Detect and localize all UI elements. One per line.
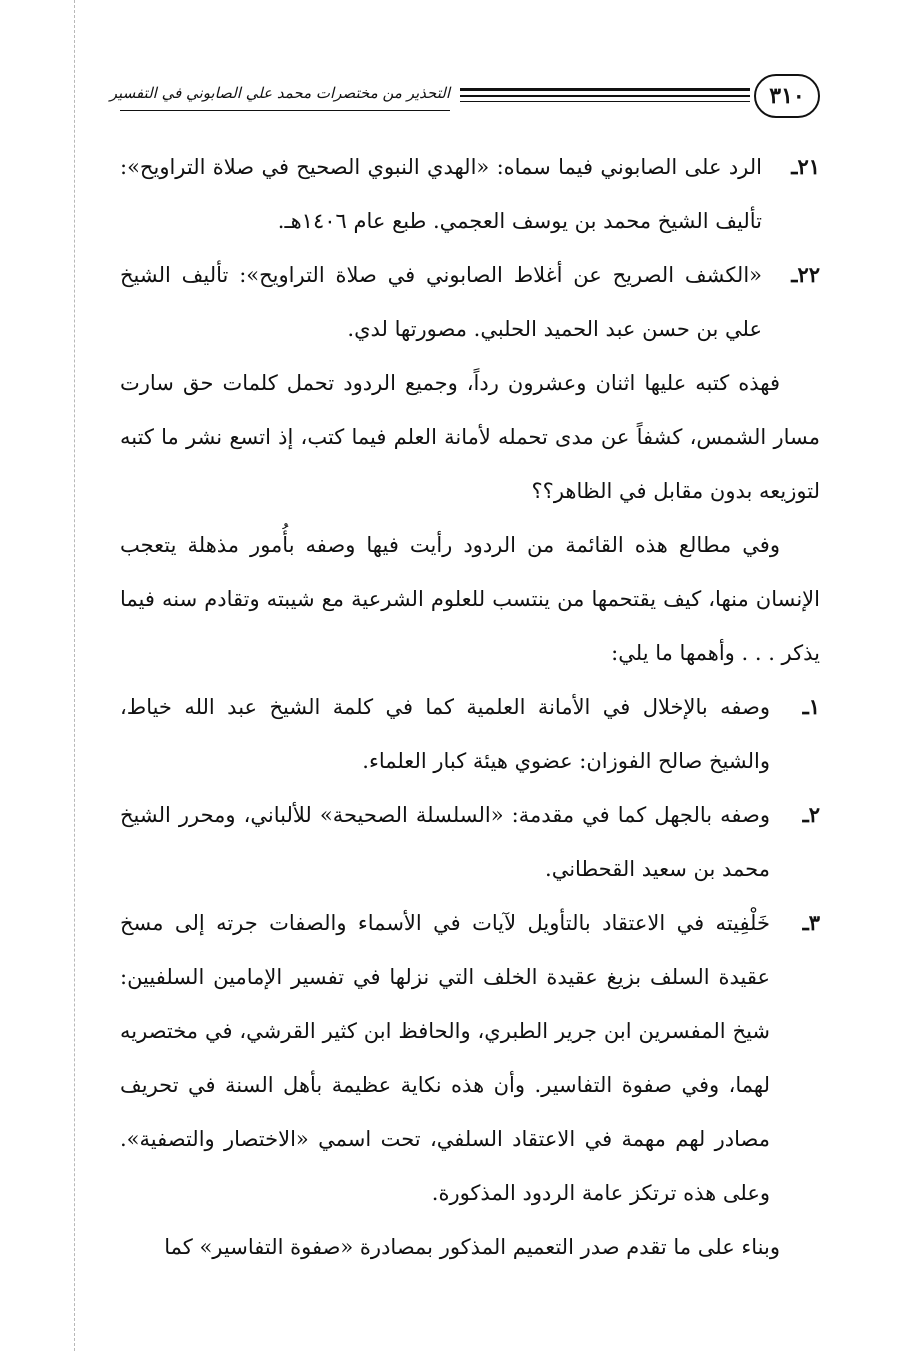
item-number: ٢١ـ [791, 154, 820, 179]
list-item [120, 896, 820, 1220]
item-text: وصفه بالجهل كما في مقدمة: «السلسلة الصحيحة» للألباني، ومحرر الشيخ محمد بن سعيد القحطاني. [120, 803, 770, 881]
page-edge-line [74, 0, 75, 1351]
item-text: الرد على الصابوني فيما سماه: «الهدي النبوي الصحيح في صلاة التراويح»: تأليف الشيخ محمد بن يوسف العجمي. طبع عام ١٤٠٦هـ. [120, 155, 762, 233]
header-rule [460, 101, 750, 102]
item-number: ٢٢ـ [791, 262, 820, 287]
item-text: «الكشف الصريح عن أغلاط الصابوني في صلاة التراويح»: تأليف الشيخ علي بن حسن عبد الحميد الحلبي. مصورتها لدي. [120, 263, 762, 341]
body-paragraph: وفي مطالع هذه القائمة من الردود رأيت فيها وصفه بأُمور مذهلة يتعجب الإنسان منها، كيف يقتحمها من ينتسب للعلوم الشرعية مع شيبته وتقادم سنه فيما يذكر . . . وأهمها ما يلي: [120, 533, 820, 665]
page-header [109, 72, 820, 120]
item-number: ٣ـ [802, 910, 820, 935]
item-text: خَلْفِيته في الاعتقاد بالتأويل لآيات في الأسماء والصفات جرته إلى مسخ عقيدة السلف بزيغ عقيدة الخلف التي نزلها في تفسير الإمامين السلفيين: شيخ المفسرين ابن جرير الطبري، والحافظ ابن كثير القرشي، في مختصريه لهما، وفي صفوة التفاسير. وأن هذه نكاية عظيمة بأهل السنة في تحريف مصادر لهم مهمة في الاعتقاد السلفي، تحت اسمي «الاختصار والتصفية». وعلى هذه ترتكز عامة الردود المذكورة. [120, 911, 770, 1205]
running-title: التحذير من مختصرات محمد علي الصابوني في التفسير [109, 84, 450, 102]
header-underline [120, 110, 450, 111]
item-text: وصفه بالإخلال في الأمانة العلمية كما في كلمة الشيخ عبد الله خياط، والشيخ صالح الفوزان: عضوي هيئة كبار العلماء. [120, 695, 770, 773]
list-item [120, 680, 820, 788]
page-body [120, 140, 820, 1274]
list-item [120, 248, 820, 356]
item-number: ١ـ [802, 694, 820, 719]
list-item [120, 140, 820, 248]
header-rule [460, 95, 750, 97]
item-number: ٢ـ [802, 802, 820, 827]
page-number: ٣١٠ [754, 74, 820, 118]
body-paragraph: فهذه كتبه عليها اثنان وعشرون رداً، وجميع الردود تحمل كلمات حق سارت مسار الشمس، كشفاً عن مدى تحمله لأمانة العلم فيما كتب، إذ اتسع نشر ما كتبه لتوزيعه بدون مقابل في الظاهر؟؟ [120, 371, 820, 503]
closing-paragraph: وبناء على ما تقدم صدر التعميم المذكور بمصادرة «صفوة التفاسير» كما [164, 1235, 780, 1259]
list-item [120, 788, 820, 896]
header-rule [460, 88, 750, 91]
